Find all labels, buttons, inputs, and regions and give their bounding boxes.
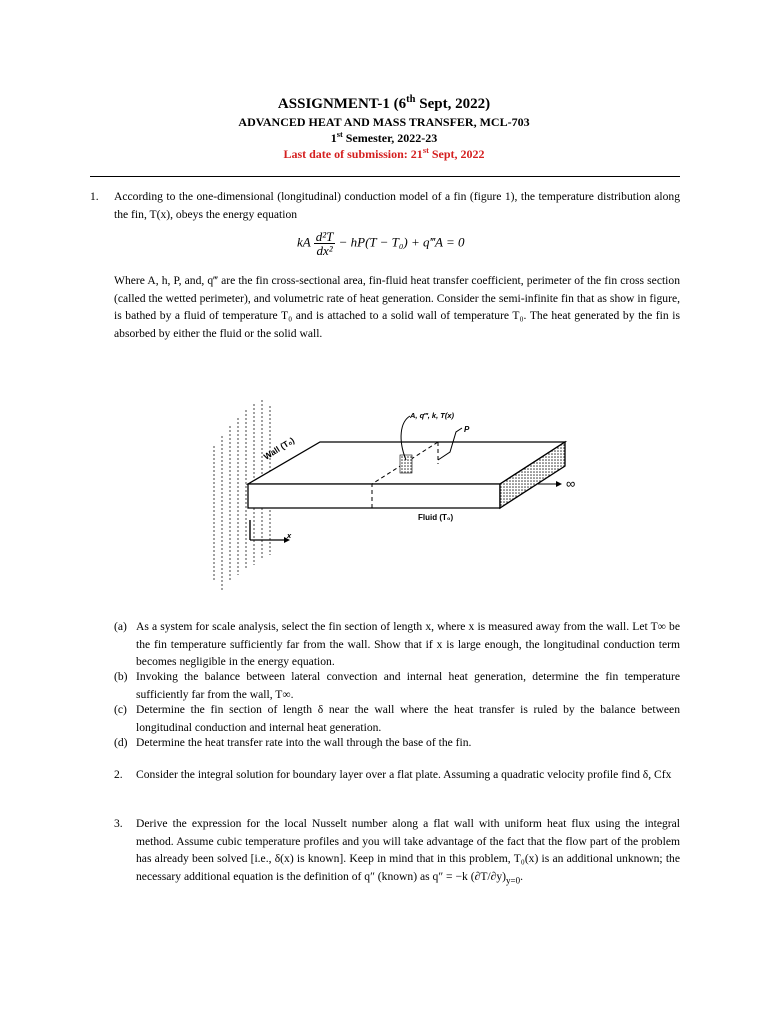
x-label: x — [287, 531, 292, 540]
fin-front-face — [248, 484, 500, 508]
q3-number: 3. — [114, 817, 123, 830]
header-divider — [90, 176, 680, 177]
q1-part-c-label: (c) — [114, 703, 127, 716]
q1-part-a-text: As a system for scale analysis, select the fin section of length x, where x is measured away from the wall. Let T∞ be the fin temperature sufficiently far from the wall. Show that if x is large enough, the longitudinal conduction term becomes negligible in the energy equation. — [136, 620, 680, 668]
fluid-label: Fluid (T₀) — [418, 513, 454, 522]
q1-part-b-text: Invoking the balance between lateral convection and internal heat generation, determine the fin temperature sufficiently far from the wall, T∞. — [136, 670, 680, 701]
q3-subscript: y=0 — [506, 874, 521, 885]
assignment-title: ASSIGNMENT-1 (6th Sept, 2022) — [277, 94, 491, 112]
q2-number: 2. — [114, 768, 123, 781]
course-title: ADVANCED HEAT AND MASS TRANSFER, MCL-703 — [238, 115, 530, 129]
q1-part-d-text: Determine the heat transfer rate into the wall through the base of the fin. — [136, 736, 472, 749]
fin-figure — [200, 360, 600, 600]
q1-equation: kA $\frac{\text{d²T}}{\text{dx²}}$ − hP(T − T₀) + q‴A = 0 — [297, 229, 465, 258]
q1-intro: According to the one-dimensional (longitudinal) conduction model of a fin (figure 1), the temperature distribution along the fin, T(x), obeys the energy equation — [114, 190, 680, 221]
q3-text: Derive the expression for the local Nusselt number along a flat wall with uniform heat flux using the integral method. Assume cubic temperature profiles and you will take advantage of the fact that the flow part of the problem has already been solved [i.e., δ(x) is known]. Keep in mind that in this problem, T₀(x) is an additional unknown; the necessary additional equation is the definition of q″ (known) as q″ = −k $(\partial T/\partial y)_{y=0}$. — [136, 817, 680, 885]
semester-line: 1st Semester, 2022-23 — [330, 130, 438, 145]
q1-number: 1. — [90, 190, 99, 203]
q1-part-c-text: Determine the fin section of length δ near the wall where the heat transfer is ruled by the balance between longitudinal conduction and internal heat generation. — [136, 703, 680, 734]
q1-where-text: Where A, h, P, and, q‴ are the fin cross-sectional area, fin-fluid heat transfer coefficient, perimeter of the fin cross section (called the wetted perimeter), and volumetric rate of heat generation. Consider the semi-infinite fin that as show in figure, is bathed by a fluid of temperature T₀ and is attached to a solid wall of temperature T₀. The heat generated by the fin is absorbed by either the fluid or the solid wall. — [114, 274, 680, 340]
section-patch — [400, 455, 412, 473]
props-label: A, q‴, k, T(x) — [410, 411, 455, 420]
infinity-label: ∞ — [566, 476, 576, 491]
q1-part-d-label: (d) — [114, 736, 128, 749]
perimeter-label: P — [464, 425, 470, 434]
wall-label: Wall (T₀) — [261, 435, 297, 462]
submission-deadline: Last date of submission: 21st Sept, 2022 — [283, 146, 485, 161]
q1-part-b-label: (b) — [114, 670, 128, 683]
q2-text: Consider the integral solution for boundary layer over a flat plate. Assuming a quadratic velocity profile find δ, Cfx — [136, 768, 672, 781]
q1-part-a-label: (a) — [114, 620, 127, 633]
